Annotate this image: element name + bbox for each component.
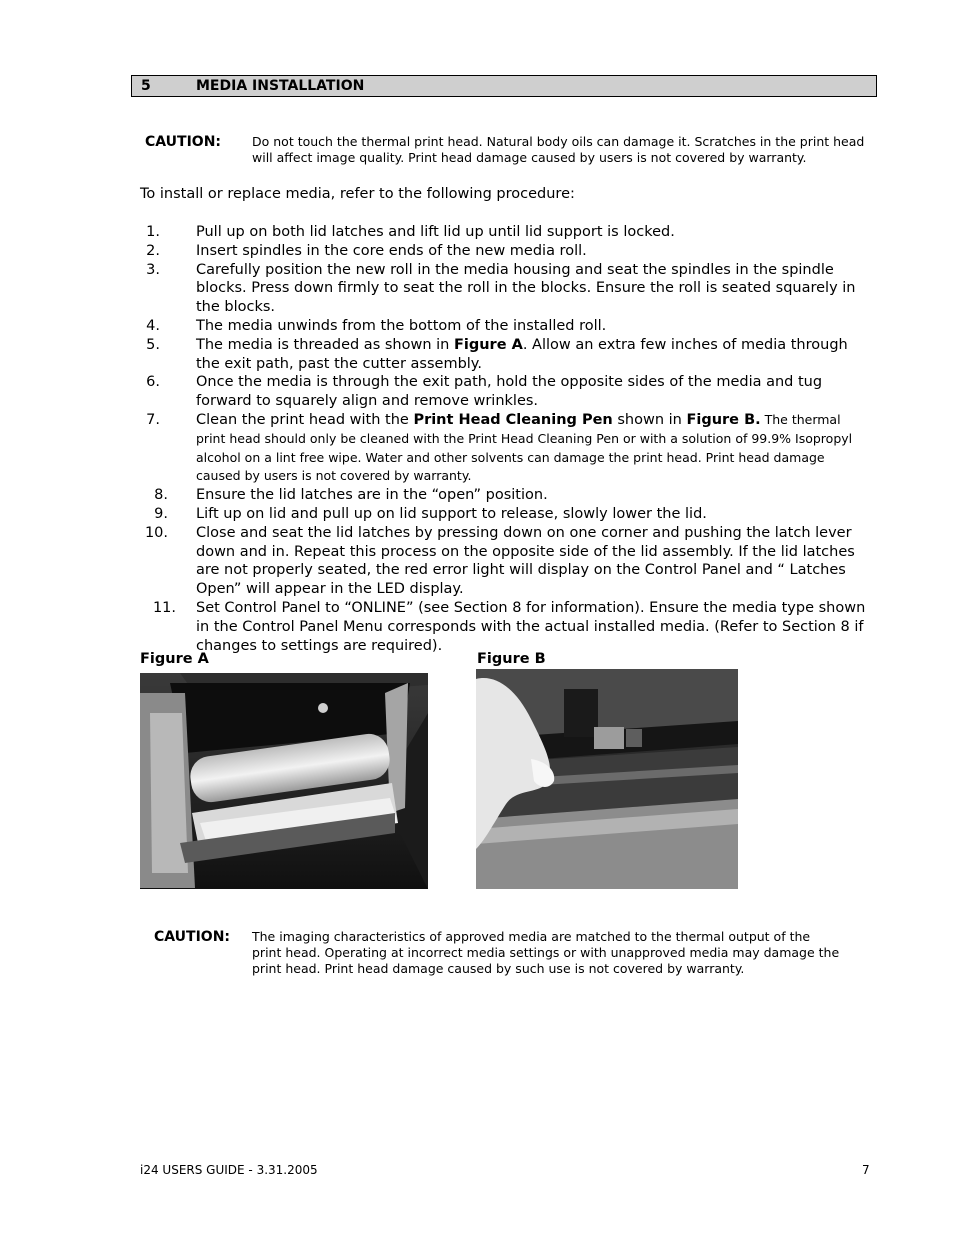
figure-a-photo [140,673,428,889]
list-item: 6. Once the media is through the exit path, hold the opposite sides of the media and tug forward to squarely align and remove wrinkles. [146,374,823,410]
list-item: 11. Set Control Panel to “ONLINE” (see Section 8 for information). Ensure the media type shown in the Control Panel Menu corresponds with the actual installed media. (Refer to Section 8 if changes to settings are required). [152,599,866,654]
section-title: MEDIA INSTALLATION [196,78,365,94]
list-item: 2. Insert spindles in the core ends of the new media roll. [146,242,587,259]
list-item: 4. The media unwinds from the bottom of the installed roll. [146,317,607,334]
list-item: 7. Clean the print head with the Print Head Cleaning Pen shown in Figure B. The thermal print head should only be cleaned with the Print Head Cleaning Pen or with a solution of 99.9% Isopropyl alcohol on a lint free wipe. Water and other solvents can damage the print head. Print head damage caused by users is not covered by warranty. [146,411,853,484]
caution-label: CAUTION: [145,134,222,150]
list-item: 8. Ensure the lid latches are in the “open” position. [154,487,548,504]
procedure-list [140,223,870,655]
list-item: 10. Close and seat the lid latches by pressing down on one corner and pushing the latch lever down and in. Repeat this process on the opposite side of the lid assembly. If the lid latches are not properly seated, the red error light will display on the Control Panel and “ Latches Open” will appear in the LED display. [144,524,855,598]
list-item: 1. Pull up on both lid latches and lift lid up until lid support is locked. [146,224,675,240]
section-header [131,75,877,97]
figure-b-photo [476,669,738,889]
list-item: 3. Carefully position the new roll in the media housing and seat the spindles in the spindle blocks. Press down firmly to seat the roll in the blocks. Ensure the roll is seated squarely in the blocks. [146,261,856,316]
list-item: 9. Lift up on lid and pull up on lid support to release, slowly lower the lid. [154,505,707,522]
list-item: 5. The media is threaded as shown in Figure A. Allow an extra few inches of media through the exit path, past the cutter assembly. [146,336,848,372]
intro-text: To install or replace media, refer to the following procedure: [140,186,575,202]
figure-b-label: Figure B [477,651,546,667]
caution-text: Do not touch the thermal print head. Natural body oils can damage it. Scratches in the print head will affect image quality. Print head damage caused by users is not covered by warranty. [252,134,865,165]
section-number: 5 [141,78,151,94]
caution-label: CAUTION: [154,929,231,945]
caution-top [145,134,870,168]
caution-text: The imaging characteristics of approved media are matched to the thermal output of the print head. Operating at incorrect media settings or with unapproved media may damage the print head. Print head damage caused by such use is not covered by warranty. [252,929,840,976]
figure-a-label: Figure A [140,651,209,667]
footer-doc-title: i24 USERS GUIDE - 3.31.2005 [140,1163,318,1177]
page-number: 7 [862,1163,870,1177]
caution-bottom [154,929,844,981]
